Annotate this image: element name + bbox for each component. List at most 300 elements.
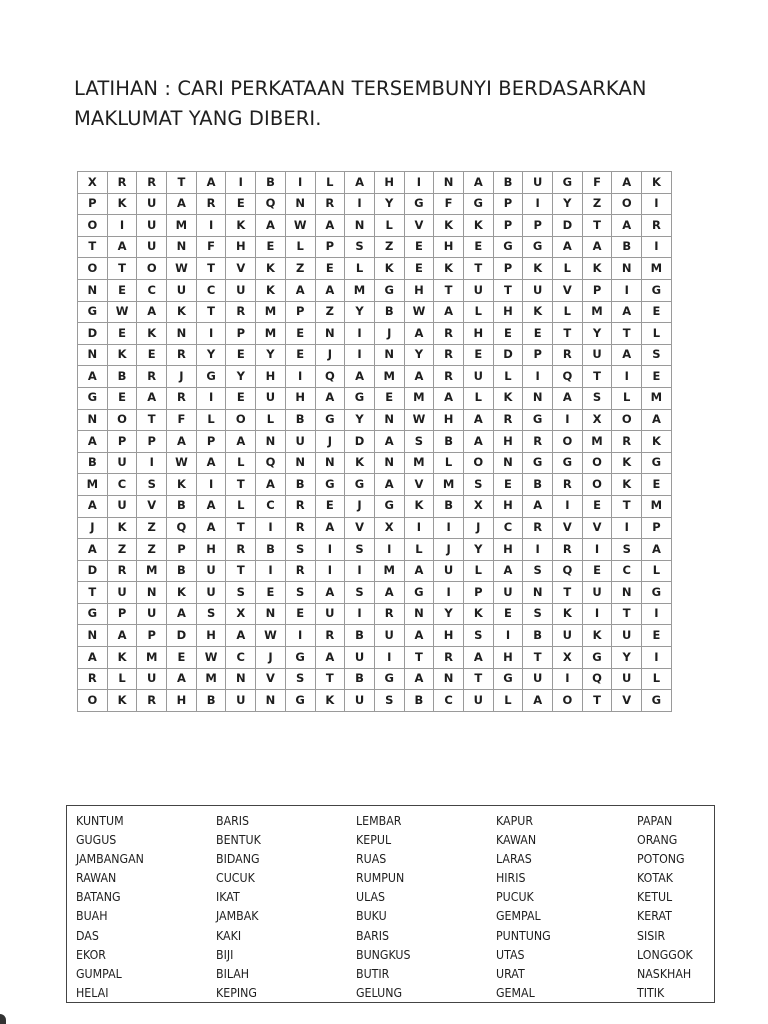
grid-cell[interactable]: A bbox=[196, 172, 226, 194]
grid-cell[interactable]: U bbox=[107, 495, 137, 517]
grid-cell[interactable]: V bbox=[553, 279, 583, 301]
grid-cell[interactable]: R bbox=[167, 344, 197, 366]
grid-cell[interactable]: P bbox=[196, 431, 226, 453]
grid-cell[interactable]: Y bbox=[612, 647, 642, 669]
grid-cell[interactable]: N bbox=[256, 603, 286, 625]
grid-cell[interactable]: S bbox=[523, 560, 553, 582]
grid-cell[interactable]: Y bbox=[345, 409, 375, 431]
grid-cell[interactable]: U bbox=[582, 582, 612, 604]
grid-cell[interactable]: U bbox=[493, 582, 523, 604]
grid-cell[interactable]: U bbox=[196, 582, 226, 604]
grid-cell[interactable]: R bbox=[434, 344, 464, 366]
grid-cell[interactable]: Y bbox=[434, 603, 464, 625]
grid-cell[interactable]: K bbox=[256, 279, 286, 301]
grid-cell[interactable]: K bbox=[374, 258, 404, 280]
grid-cell[interactable]: O bbox=[226, 409, 256, 431]
grid-cell[interactable]: M bbox=[582, 431, 612, 453]
grid-cell[interactable]: G bbox=[642, 690, 672, 712]
grid-cell[interactable]: N bbox=[256, 690, 286, 712]
grid-cell[interactable]: G bbox=[374, 668, 404, 690]
grid-cell[interactable]: T bbox=[196, 258, 226, 280]
grid-cell[interactable]: L bbox=[612, 387, 642, 409]
grid-cell[interactable]: R bbox=[137, 172, 167, 194]
grid-cell[interactable]: T bbox=[226, 474, 256, 496]
grid-cell[interactable]: C bbox=[196, 279, 226, 301]
grid-cell[interactable]: Q bbox=[256, 452, 286, 474]
grid-cell[interactable]: I bbox=[196, 323, 226, 345]
grid-cell[interactable]: L bbox=[493, 690, 523, 712]
grid-cell[interactable]: M bbox=[642, 258, 672, 280]
grid-cell[interactable]: I bbox=[285, 366, 315, 388]
grid-cell[interactable]: G bbox=[374, 279, 404, 301]
grid-cell[interactable]: S bbox=[463, 625, 493, 647]
grid-cell[interactable]: N bbox=[285, 193, 315, 215]
grid-cell[interactable]: Z bbox=[137, 539, 167, 561]
grid-cell[interactable]: T bbox=[315, 668, 345, 690]
grid-cell[interactable]: P bbox=[582, 279, 612, 301]
grid-cell[interactable]: P bbox=[107, 431, 137, 453]
grid-cell[interactable]: I bbox=[345, 603, 375, 625]
grid-cell[interactable]: Y bbox=[256, 344, 286, 366]
grid-cell[interactable]: E bbox=[642, 474, 672, 496]
grid-cell[interactable]: U bbox=[137, 603, 167, 625]
grid-cell[interactable]: A bbox=[434, 301, 464, 323]
grid-cell[interactable]: A bbox=[523, 690, 553, 712]
grid-cell[interactable]: S bbox=[523, 603, 553, 625]
grid-cell[interactable]: O bbox=[463, 452, 493, 474]
grid-cell[interactable]: U bbox=[196, 560, 226, 582]
grid-cell[interactable]: W bbox=[404, 409, 434, 431]
grid-cell[interactable]: P bbox=[642, 517, 672, 539]
grid-cell[interactable]: A bbox=[167, 431, 197, 453]
grid-cell[interactable]: V bbox=[345, 517, 375, 539]
grid-cell[interactable]: I bbox=[523, 366, 553, 388]
grid-cell[interactable]: R bbox=[493, 409, 523, 431]
grid-cell[interactable]: K bbox=[463, 603, 493, 625]
grid-cell[interactable]: K bbox=[107, 647, 137, 669]
grid-cell[interactable]: H bbox=[167, 690, 197, 712]
grid-cell[interactable]: L bbox=[374, 215, 404, 237]
grid-cell[interactable]: V bbox=[404, 474, 434, 496]
grid-cell[interactable]: K bbox=[523, 258, 553, 280]
grid-cell[interactable]: L bbox=[256, 409, 286, 431]
grid-cell[interactable]: E bbox=[582, 495, 612, 517]
grid-cell[interactable]: M bbox=[582, 301, 612, 323]
grid-cell[interactable]: N bbox=[78, 279, 108, 301]
grid-cell[interactable]: T bbox=[523, 647, 553, 669]
grid-cell[interactable]: M bbox=[642, 495, 672, 517]
grid-cell[interactable]: X bbox=[463, 495, 493, 517]
grid-cell[interactable]: Y bbox=[196, 344, 226, 366]
grid-cell[interactable]: G bbox=[404, 193, 434, 215]
grid-cell[interactable]: K bbox=[582, 258, 612, 280]
grid-cell[interactable]: A bbox=[285, 279, 315, 301]
grid-cell[interactable]: L bbox=[642, 323, 672, 345]
grid-cell[interactable]: D bbox=[78, 560, 108, 582]
grid-cell[interactable]: E bbox=[642, 301, 672, 323]
grid-cell[interactable]: U bbox=[553, 625, 583, 647]
grid-cell[interactable]: A bbox=[374, 474, 404, 496]
grid-cell[interactable]: L bbox=[107, 668, 137, 690]
grid-cell[interactable]: P bbox=[167, 539, 197, 561]
grid-cell[interactable]: N bbox=[78, 344, 108, 366]
grid-cell[interactable]: S bbox=[642, 344, 672, 366]
grid-cell[interactable]: A bbox=[256, 215, 286, 237]
grid-cell[interactable]: R bbox=[374, 603, 404, 625]
grid-cell[interactable]: A bbox=[196, 517, 226, 539]
grid-cell[interactable]: A bbox=[107, 236, 137, 258]
grid-cell[interactable]: E bbox=[226, 344, 256, 366]
grid-cell[interactable]: E bbox=[493, 603, 523, 625]
grid-cell[interactable]: A bbox=[463, 409, 493, 431]
grid-cell[interactable]: H bbox=[374, 172, 404, 194]
grid-cell[interactable]: I bbox=[582, 603, 612, 625]
grid-cell[interactable]: R bbox=[523, 517, 553, 539]
grid-cell[interactable]: E bbox=[285, 603, 315, 625]
grid-cell[interactable]: C bbox=[107, 474, 137, 496]
grid-cell[interactable]: M bbox=[167, 215, 197, 237]
grid-cell[interactable]: K bbox=[256, 258, 286, 280]
grid-cell[interactable]: B bbox=[345, 625, 375, 647]
grid-cell[interactable]: L bbox=[463, 560, 493, 582]
grid-cell[interactable]: B bbox=[523, 625, 553, 647]
grid-cell[interactable]: M bbox=[374, 560, 404, 582]
grid-cell[interactable]: N bbox=[374, 409, 404, 431]
grid-cell[interactable]: N bbox=[78, 409, 108, 431]
grid-cell[interactable]: E bbox=[523, 323, 553, 345]
grid-cell[interactable]: A bbox=[463, 431, 493, 453]
grid-cell[interactable]: S bbox=[374, 690, 404, 712]
grid-cell[interactable]: G bbox=[523, 236, 553, 258]
grid-cell[interactable]: X bbox=[78, 172, 108, 194]
grid-cell[interactable]: V bbox=[612, 690, 642, 712]
grid-cell[interactable]: U bbox=[137, 193, 167, 215]
grid-cell[interactable]: G bbox=[642, 452, 672, 474]
grid-cell[interactable]: K bbox=[523, 301, 553, 323]
grid-cell[interactable]: I bbox=[137, 452, 167, 474]
grid-cell[interactable]: D bbox=[78, 323, 108, 345]
grid-cell[interactable]: L bbox=[196, 409, 226, 431]
grid-cell[interactable]: F bbox=[434, 193, 464, 215]
grid-cell[interactable]: U bbox=[374, 625, 404, 647]
grid-cell[interactable]: A bbox=[167, 668, 197, 690]
grid-cell[interactable]: S bbox=[226, 582, 256, 604]
grid-cell[interactable]: T bbox=[493, 279, 523, 301]
grid-cell[interactable]: H bbox=[493, 495, 523, 517]
grid-cell[interactable]: I bbox=[553, 668, 583, 690]
grid-cell[interactable]: M bbox=[78, 474, 108, 496]
grid-cell[interactable]: A bbox=[404, 560, 434, 582]
grid-cell[interactable]: L bbox=[553, 258, 583, 280]
grid-cell[interactable]: J bbox=[315, 344, 345, 366]
grid-cell[interactable]: S bbox=[137, 474, 167, 496]
grid-cell[interactable]: E bbox=[642, 625, 672, 647]
grid-cell[interactable]: T bbox=[463, 668, 493, 690]
grid-cell[interactable]: U bbox=[523, 172, 553, 194]
grid-cell[interactable]: L bbox=[642, 560, 672, 582]
grid-cell[interactable]: A bbox=[167, 193, 197, 215]
grid-cell[interactable]: U bbox=[523, 279, 553, 301]
grid-cell[interactable]: P bbox=[493, 258, 523, 280]
grid-cell[interactable]: E bbox=[285, 323, 315, 345]
grid-cell[interactable]: E bbox=[226, 387, 256, 409]
grid-cell[interactable]: H bbox=[493, 431, 523, 453]
grid-cell[interactable]: P bbox=[315, 236, 345, 258]
grid-cell[interactable]: K bbox=[404, 495, 434, 517]
grid-cell[interactable]: N bbox=[285, 452, 315, 474]
grid-cell[interactable]: V bbox=[256, 668, 286, 690]
grid-cell[interactable]: L bbox=[345, 258, 375, 280]
grid-cell[interactable]: T bbox=[612, 323, 642, 345]
grid-cell[interactable]: A bbox=[553, 236, 583, 258]
grid-cell[interactable]: O bbox=[582, 452, 612, 474]
grid-cell[interactable]: L bbox=[285, 236, 315, 258]
grid-cell[interactable]: M bbox=[196, 668, 226, 690]
grid-cell[interactable]: B bbox=[167, 560, 197, 582]
grid-cell[interactable]: L bbox=[463, 301, 493, 323]
grid-cell[interactable]: P bbox=[523, 215, 553, 237]
grid-cell[interactable]: R bbox=[78, 668, 108, 690]
grid-cell[interactable]: O bbox=[612, 193, 642, 215]
grid-cell[interactable]: I bbox=[642, 193, 672, 215]
grid-cell[interactable]: W bbox=[285, 215, 315, 237]
grid-cell[interactable]: R bbox=[226, 301, 256, 323]
grid-cell[interactable]: X bbox=[553, 647, 583, 669]
grid-cell[interactable]: B bbox=[196, 690, 226, 712]
grid-cell[interactable]: I bbox=[642, 647, 672, 669]
grid-cell[interactable]: S bbox=[196, 603, 226, 625]
grid-cell[interactable]: L bbox=[642, 668, 672, 690]
grid-cell[interactable]: I bbox=[612, 279, 642, 301]
grid-cell[interactable]: T bbox=[582, 215, 612, 237]
grid-cell[interactable]: E bbox=[493, 323, 523, 345]
grid-cell[interactable]: J bbox=[345, 495, 375, 517]
grid-cell[interactable]: F bbox=[196, 236, 226, 258]
grid-cell[interactable]: J bbox=[463, 517, 493, 539]
grid-cell[interactable]: B bbox=[434, 431, 464, 453]
grid-cell[interactable]: K bbox=[493, 387, 523, 409]
grid-cell[interactable]: G bbox=[493, 236, 523, 258]
grid-cell[interactable]: P bbox=[78, 193, 108, 215]
grid-cell[interactable]: H bbox=[226, 236, 256, 258]
grid-cell[interactable]: M bbox=[256, 323, 286, 345]
grid-cell[interactable]: I bbox=[196, 474, 226, 496]
grid-cell[interactable]: E bbox=[404, 236, 434, 258]
grid-cell[interactable]: A bbox=[345, 172, 375, 194]
grid-cell[interactable]: U bbox=[582, 344, 612, 366]
grid-cell[interactable]: U bbox=[315, 603, 345, 625]
grid-cell[interactable]: L bbox=[404, 539, 434, 561]
grid-cell[interactable]: K bbox=[612, 474, 642, 496]
grid-cell[interactable]: I bbox=[285, 625, 315, 647]
grid-cell[interactable]: R bbox=[167, 387, 197, 409]
grid-cell[interactable]: R bbox=[434, 647, 464, 669]
grid-cell[interactable]: I bbox=[612, 366, 642, 388]
grid-cell[interactable]: O bbox=[107, 409, 137, 431]
grid-cell[interactable]: G bbox=[315, 409, 345, 431]
grid-cell[interactable]: T bbox=[434, 279, 464, 301]
grid-cell[interactable]: O bbox=[78, 258, 108, 280]
grid-cell[interactable]: G bbox=[642, 279, 672, 301]
grid-cell[interactable]: T bbox=[404, 647, 434, 669]
grid-cell[interactable]: T bbox=[196, 301, 226, 323]
grid-cell[interactable]: M bbox=[404, 452, 434, 474]
grid-cell[interactable]: N bbox=[226, 668, 256, 690]
grid-cell[interactable]: G bbox=[523, 452, 553, 474]
grid-cell[interactable]: G bbox=[642, 582, 672, 604]
grid-cell[interactable]: Y bbox=[345, 301, 375, 323]
grid-cell[interactable]: V bbox=[404, 215, 434, 237]
grid-cell[interactable]: N bbox=[612, 582, 642, 604]
grid-cell[interactable]: B bbox=[434, 495, 464, 517]
grid-cell[interactable]: F bbox=[582, 172, 612, 194]
grid-cell[interactable]: Y bbox=[553, 193, 583, 215]
grid-cell[interactable]: B bbox=[612, 236, 642, 258]
grid-cell[interactable]: V bbox=[582, 517, 612, 539]
grid-cell[interactable]: W bbox=[167, 258, 197, 280]
grid-cell[interactable]: T bbox=[226, 517, 256, 539]
grid-cell[interactable]: N bbox=[315, 323, 345, 345]
grid-cell[interactable]: A bbox=[642, 539, 672, 561]
grid-cell[interactable]: P bbox=[285, 301, 315, 323]
grid-cell[interactable]: O bbox=[137, 258, 167, 280]
grid-cell[interactable]: N bbox=[374, 344, 404, 366]
grid-cell[interactable]: M bbox=[137, 560, 167, 582]
grid-cell[interactable]: E bbox=[642, 366, 672, 388]
grid-cell[interactable]: K bbox=[434, 258, 464, 280]
grid-cell[interactable]: T bbox=[463, 258, 493, 280]
grid-cell[interactable]: I bbox=[374, 539, 404, 561]
grid-cell[interactable]: I bbox=[345, 344, 375, 366]
grid-cell[interactable]: R bbox=[107, 172, 137, 194]
grid-cell[interactable]: R bbox=[285, 495, 315, 517]
grid-cell[interactable]: B bbox=[167, 495, 197, 517]
grid-cell[interactable]: L bbox=[553, 301, 583, 323]
grid-cell[interactable]: N bbox=[404, 603, 434, 625]
grid-cell[interactable]: U bbox=[226, 690, 256, 712]
grid-cell[interactable]: G bbox=[463, 193, 493, 215]
grid-cell[interactable]: J bbox=[434, 539, 464, 561]
grid-cell[interactable]: O bbox=[553, 690, 583, 712]
grid-cell[interactable]: Z bbox=[107, 539, 137, 561]
grid-cell[interactable]: K bbox=[463, 215, 493, 237]
grid-cell[interactable]: W bbox=[107, 301, 137, 323]
grid-cell[interactable]: Q bbox=[256, 193, 286, 215]
grid-cell[interactable]: Y bbox=[582, 323, 612, 345]
grid-cell[interactable]: N bbox=[167, 236, 197, 258]
grid-cell[interactable]: C bbox=[137, 279, 167, 301]
grid-cell[interactable]: V bbox=[553, 517, 583, 539]
grid-cell[interactable]: K bbox=[612, 452, 642, 474]
grid-cell[interactable]: Y bbox=[463, 539, 493, 561]
grid-cell[interactable]: K bbox=[167, 301, 197, 323]
grid-cell[interactable]: I bbox=[523, 193, 553, 215]
grid-cell[interactable]: I bbox=[256, 517, 286, 539]
grid-cell[interactable]: U bbox=[226, 279, 256, 301]
grid-cell[interactable]: K bbox=[226, 215, 256, 237]
grid-cell[interactable]: A bbox=[523, 495, 553, 517]
grid-cell[interactable]: I bbox=[612, 517, 642, 539]
grid-cell[interactable]: A bbox=[612, 172, 642, 194]
grid-cell[interactable]: A bbox=[463, 172, 493, 194]
grid-cell[interactable]: B bbox=[78, 452, 108, 474]
grid-cell[interactable]: K bbox=[434, 215, 464, 237]
grid-cell[interactable]: A bbox=[315, 647, 345, 669]
grid-cell[interactable]: K bbox=[642, 431, 672, 453]
grid-cell[interactable]: U bbox=[463, 279, 493, 301]
grid-cell[interactable]: M bbox=[256, 301, 286, 323]
grid-cell[interactable]: T bbox=[612, 603, 642, 625]
grid-cell[interactable]: U bbox=[612, 625, 642, 647]
grid-cell[interactable]: R bbox=[107, 560, 137, 582]
grid-cell[interactable]: U bbox=[612, 668, 642, 690]
grid-cell[interactable]: C bbox=[493, 517, 523, 539]
grid-cell[interactable]: A bbox=[493, 560, 523, 582]
grid-cell[interactable]: E bbox=[226, 193, 256, 215]
grid-cell[interactable]: P bbox=[137, 625, 167, 647]
grid-cell[interactable]: C bbox=[226, 647, 256, 669]
grid-cell[interactable]: B bbox=[256, 172, 286, 194]
grid-cell[interactable]: B bbox=[345, 668, 375, 690]
grid-cell[interactable]: A bbox=[642, 409, 672, 431]
grid-cell[interactable]: A bbox=[404, 323, 434, 345]
grid-cell[interactable]: I bbox=[226, 172, 256, 194]
grid-cell[interactable]: K bbox=[107, 344, 137, 366]
grid-cell[interactable]: B bbox=[285, 409, 315, 431]
grid-cell[interactable]: S bbox=[612, 539, 642, 561]
grid-cell[interactable]: A bbox=[137, 301, 167, 323]
grid-cell[interactable]: A bbox=[374, 431, 404, 453]
grid-cell[interactable]: R bbox=[553, 344, 583, 366]
grid-cell[interactable]: Y bbox=[404, 344, 434, 366]
grid-cell[interactable]: E bbox=[463, 236, 493, 258]
grid-cell[interactable]: X bbox=[374, 517, 404, 539]
grid-cell[interactable]: E bbox=[107, 323, 137, 345]
grid-cell[interactable]: A bbox=[137, 387, 167, 409]
grid-cell[interactable]: C bbox=[612, 560, 642, 582]
grid-cell[interactable]: V bbox=[226, 258, 256, 280]
grid-cell[interactable]: U bbox=[345, 647, 375, 669]
grid-cell[interactable]: B bbox=[404, 690, 434, 712]
grid-cell[interactable]: E bbox=[137, 344, 167, 366]
grid-cell[interactable]: N bbox=[78, 625, 108, 647]
grid-cell[interactable]: Y bbox=[226, 366, 256, 388]
grid-cell[interactable]: T bbox=[137, 409, 167, 431]
grid-cell[interactable]: A bbox=[315, 582, 345, 604]
grid-cell[interactable]: P bbox=[107, 603, 137, 625]
grid-cell[interactable]: B bbox=[256, 539, 286, 561]
grid-cell[interactable]: A bbox=[78, 366, 108, 388]
grid-cell[interactable]: G bbox=[553, 172, 583, 194]
grid-cell[interactable]: A bbox=[196, 452, 226, 474]
grid-cell[interactable]: U bbox=[137, 236, 167, 258]
grid-cell[interactable]: T bbox=[582, 366, 612, 388]
grid-cell[interactable]: A bbox=[78, 539, 108, 561]
grid-cell[interactable]: N bbox=[523, 387, 553, 409]
grid-cell[interactable]: R bbox=[315, 625, 345, 647]
grid-cell[interactable]: M bbox=[374, 366, 404, 388]
grid-cell[interactable]: E bbox=[582, 560, 612, 582]
grid-cell[interactable]: U bbox=[107, 582, 137, 604]
grid-cell[interactable]: I bbox=[434, 582, 464, 604]
grid-cell[interactable]: G bbox=[582, 647, 612, 669]
grid-cell[interactable]: U bbox=[285, 431, 315, 453]
grid-cell[interactable]: K bbox=[582, 625, 612, 647]
grid-cell[interactable]: A bbox=[78, 495, 108, 517]
grid-cell[interactable]: F bbox=[167, 409, 197, 431]
grid-cell[interactable]: P bbox=[463, 582, 493, 604]
grid-cell[interactable]: Z bbox=[374, 236, 404, 258]
